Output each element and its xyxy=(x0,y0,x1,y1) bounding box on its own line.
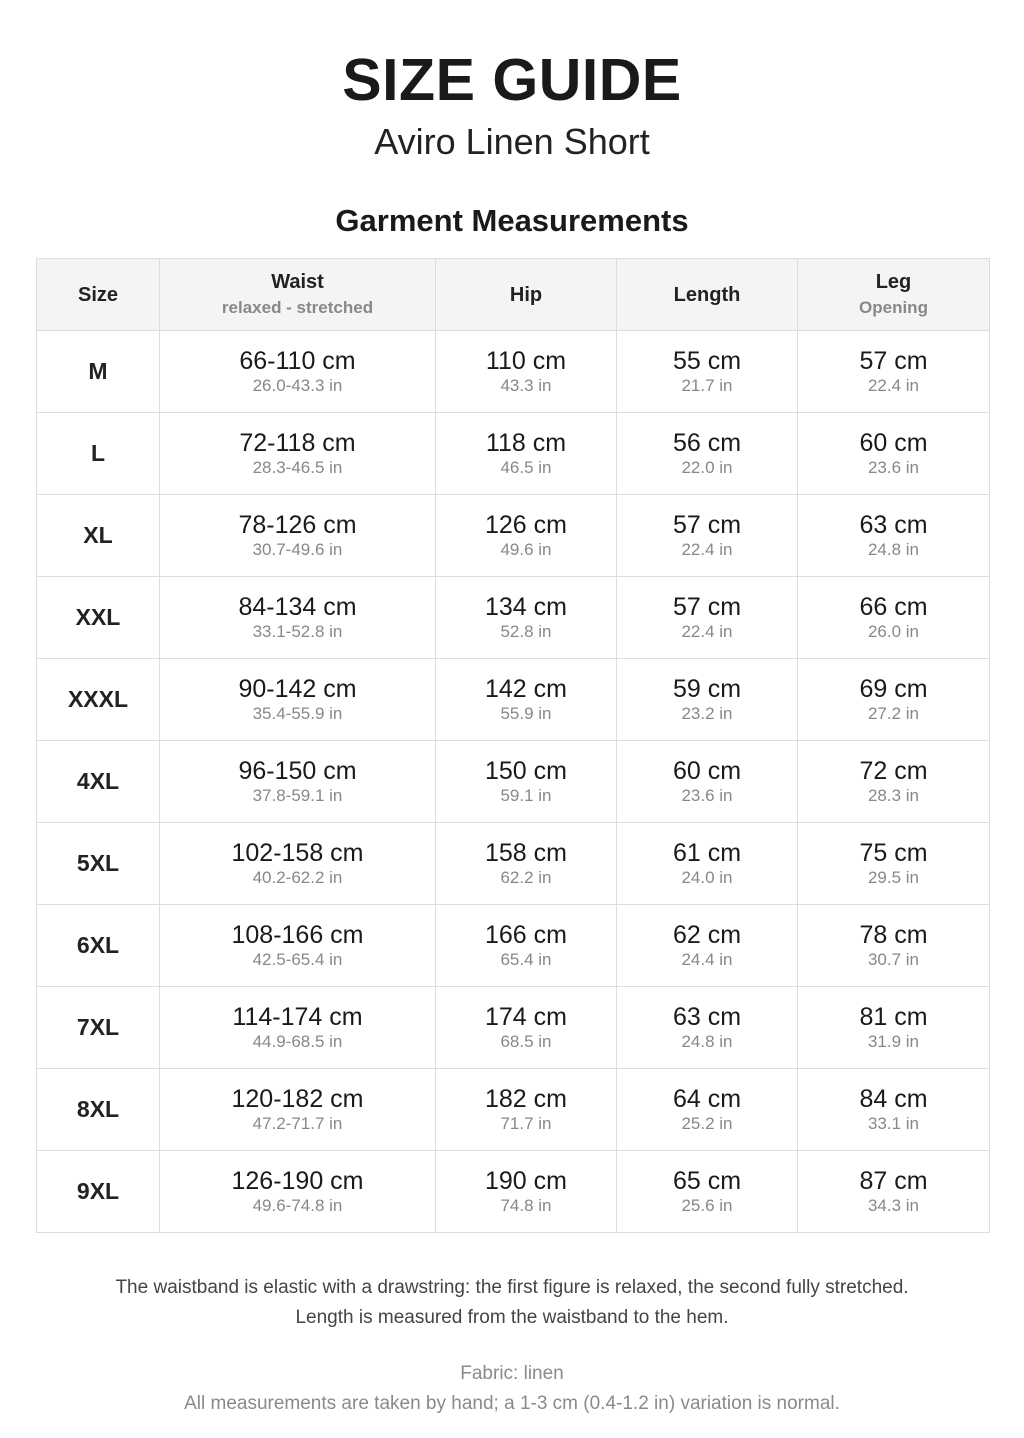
length-inch-value: 24.4 in xyxy=(681,949,733,969)
size-cell: XXL xyxy=(37,577,160,659)
length-cm-value: 63 cm xyxy=(672,1002,742,1031)
hip-cm-value: 142 cm xyxy=(485,674,567,703)
length-cm-value: 59 cm xyxy=(672,674,742,703)
leg-cell xyxy=(798,987,990,1069)
size-cell: 6XL xyxy=(37,905,160,987)
waist-cell xyxy=(160,577,436,659)
hip-inch-value: 68.5 in xyxy=(500,1031,552,1051)
hip-cm-value: 182 cm xyxy=(485,1084,567,1113)
hip-cm-value: 134 cm xyxy=(485,592,567,621)
size-cell: M xyxy=(37,331,160,413)
table-row xyxy=(37,1151,990,1233)
note-length: Length is measured from the waistband to the hem. xyxy=(295,1307,729,1328)
hip-cell xyxy=(436,413,617,495)
leg-inch-value: 29.5 in xyxy=(867,867,920,887)
size-cell: 5XL xyxy=(37,823,160,905)
leg-cm-value: 81 cm xyxy=(859,1002,928,1031)
waist-cm-value: 114-174 cm xyxy=(232,1002,363,1031)
footnotes xyxy=(0,1359,1024,1419)
waist-cell xyxy=(160,905,436,987)
length-cm-value: 57 cm xyxy=(672,510,742,539)
hip-cell xyxy=(436,331,617,413)
waist-cm-value: 126-190 cm xyxy=(231,1166,364,1195)
waist-cm-value: 84-134 cm xyxy=(238,592,357,621)
leg-inch-value: 27.2 in xyxy=(867,703,920,723)
table-row xyxy=(37,577,990,659)
length-cm-value: 62 cm xyxy=(672,920,742,949)
table-row xyxy=(37,413,990,495)
table-row xyxy=(37,659,990,741)
leg-cm-value: 72 cm xyxy=(859,756,928,785)
hip-cell xyxy=(436,495,617,577)
size-table xyxy=(36,258,990,1233)
length-cm-value: 60 cm xyxy=(672,756,742,785)
waist-column-header xyxy=(160,259,436,331)
hip-cell xyxy=(436,741,617,823)
product-name: Aviro Linen Short xyxy=(374,121,650,162)
waist-cm-value: 90-142 cm xyxy=(238,674,357,703)
waist-inch-value: 49.6-74.8 in xyxy=(252,1195,343,1215)
length-cell xyxy=(617,1069,798,1151)
length-cell xyxy=(617,823,798,905)
leg-cell xyxy=(798,413,990,495)
leg-inch-value: 22.4 in xyxy=(867,375,920,395)
leg-cell xyxy=(798,331,990,413)
waist-cell xyxy=(160,495,436,577)
table-row xyxy=(37,331,990,413)
hip-inch-value: 65.4 in xyxy=(500,949,552,969)
waist-inch-value: 35.4-55.9 in xyxy=(252,703,343,723)
leg-cell xyxy=(798,823,990,905)
length-inch-value: 22.4 in xyxy=(681,539,733,559)
leg-inch-value: 31.9 in xyxy=(867,1031,920,1051)
waist-cell xyxy=(160,659,436,741)
length-cell xyxy=(617,413,798,495)
leg-cm-value: 69 cm xyxy=(859,674,928,703)
length-cm-value: 56 cm xyxy=(672,428,742,457)
length-column-header xyxy=(617,259,798,331)
leg-inch-value: 23.6 in xyxy=(867,457,920,477)
size-cell: XL xyxy=(37,495,160,577)
table-body xyxy=(37,331,990,1233)
length-inch-value: 23.6 in xyxy=(681,785,733,805)
hip-inch-value: 43.3 in xyxy=(500,375,552,395)
length-header-label: Length xyxy=(673,283,741,306)
leg-cell xyxy=(798,1069,990,1151)
page-title: SIZE GUIDE xyxy=(342,47,682,113)
leg-column-header xyxy=(798,259,990,331)
leg-cell xyxy=(798,577,990,659)
length-cell xyxy=(617,577,798,659)
hip-cm-value: 158 cm xyxy=(485,838,567,867)
hip-cell xyxy=(436,905,617,987)
measurement-notes xyxy=(0,1273,1024,1333)
leg-cell xyxy=(798,495,990,577)
hip-cm-value: 118 cm xyxy=(485,428,567,457)
note-waistband: The waistband is elastic with a drawstring: the first figure is relaxed, the second fully stretched. xyxy=(115,1277,909,1298)
hip-cell xyxy=(436,659,617,741)
hip-inch-value: 71.7 in xyxy=(500,1113,552,1133)
hip-inch-value: 62.2 in xyxy=(500,867,552,887)
waist-inch-value: 33.1-52.8 in xyxy=(252,621,343,641)
fabric-note: Fabric: linen xyxy=(460,1363,564,1384)
leg-header-label: Leg xyxy=(875,271,912,293)
hip-cell xyxy=(436,1069,617,1151)
table-row xyxy=(37,1069,990,1151)
size-column-header xyxy=(37,259,160,331)
length-inch-value: 24.0 in xyxy=(681,867,733,887)
waist-header-label: Waist xyxy=(271,271,324,293)
length-inch-value: 21.7 in xyxy=(681,375,733,395)
waist-cell xyxy=(160,1151,436,1233)
table-header-row xyxy=(37,259,990,331)
leg-cm-value: 84 cm xyxy=(859,1084,928,1113)
leg-inch-value: 33.1 in xyxy=(867,1113,920,1133)
waist-cell xyxy=(160,413,436,495)
length-cell xyxy=(617,741,798,823)
length-cell xyxy=(617,987,798,1069)
length-cell xyxy=(617,331,798,413)
waist-cm-value: 120-182 cm xyxy=(231,1084,364,1113)
hip-inch-value: 46.5 in xyxy=(500,457,552,477)
leg-cm-value: 63 cm xyxy=(859,510,928,539)
size-header-label: Size xyxy=(77,283,119,306)
table-row xyxy=(37,987,990,1069)
hip-cm-value: 126 cm xyxy=(485,510,567,539)
waist-cm-value: 78-126 cm xyxy=(238,510,357,539)
waist-cm-value: 96-150 cm xyxy=(238,756,357,785)
leg-cm-value: 66 cm xyxy=(859,592,928,621)
leg-cell xyxy=(798,741,990,823)
waist-cell xyxy=(160,823,436,905)
length-inch-value: 25.2 in xyxy=(681,1113,733,1133)
waist-cell xyxy=(160,1069,436,1151)
waist-inch-value: 40.2-62.2 in xyxy=(252,867,343,887)
size-cell: 8XL xyxy=(37,1069,160,1151)
waist-header-sublabel: relaxed - stretched xyxy=(221,298,374,317)
waist-cell xyxy=(160,331,436,413)
size-cell: 9XL xyxy=(37,1151,160,1233)
length-cell xyxy=(617,1151,798,1233)
leg-inch-value: 26.0 in xyxy=(867,621,920,641)
waist-cm-value: 72-118 cm xyxy=(239,428,356,457)
leg-cm-value: 60 cm xyxy=(859,428,928,457)
hip-inch-value: 52.8 in xyxy=(500,621,552,641)
hip-cm-value: 174 cm xyxy=(485,1002,567,1031)
waist-inch-value: 26.0-43.3 in xyxy=(252,375,343,395)
variation-note: All measurements are taken by hand; a 1-3 cm (0.4-1.2 in) variation is normal. xyxy=(184,1393,840,1414)
length-inch-value: 23.2 in xyxy=(681,703,733,723)
leg-cm-value: 87 cm xyxy=(859,1166,928,1195)
length-cell xyxy=(617,495,798,577)
hip-cm-value: 166 cm xyxy=(485,920,567,949)
waist-inch-value: 42.5-65.4 in xyxy=(252,949,343,969)
length-inch-value: 22.0 in xyxy=(681,457,733,477)
hip-column-header xyxy=(436,259,617,331)
leg-inch-value: 30.7 in xyxy=(867,949,920,969)
hip-inch-value: 49.6 in xyxy=(500,539,552,559)
hip-cell xyxy=(436,823,617,905)
waist-cm-value: 108-166 cm xyxy=(231,920,364,949)
length-cm-value: 65 cm xyxy=(672,1166,742,1195)
leg-cell xyxy=(798,659,990,741)
size-cell: 7XL xyxy=(37,987,160,1069)
length-inch-value: 25.6 in xyxy=(681,1195,733,1215)
hip-inch-value: 55.9 in xyxy=(500,703,552,723)
leg-inch-value: 28.3 in xyxy=(867,785,920,805)
hip-cell xyxy=(436,987,617,1069)
length-cell xyxy=(617,659,798,741)
section-title: Garment Measurements xyxy=(335,203,689,238)
hip-cm-value: 110 cm xyxy=(485,346,567,375)
leg-cm-value: 57 cm xyxy=(859,346,928,375)
size-cell: 4XL xyxy=(37,741,160,823)
leg-cm-value: 75 cm xyxy=(859,838,928,867)
length-cm-value: 61 cm xyxy=(672,838,742,867)
table-header xyxy=(37,259,990,331)
leg-inch-value: 24.8 in xyxy=(867,539,920,559)
leg-cell xyxy=(798,1151,990,1233)
waist-inch-value: 37.8-59.1 in xyxy=(252,785,343,805)
waist-cell xyxy=(160,741,436,823)
table-row xyxy=(37,905,990,987)
size-cell: XXXL xyxy=(37,659,160,741)
waist-cm-value: 102-158 cm xyxy=(231,838,364,867)
hip-cell xyxy=(436,577,617,659)
waist-inch-value: 30.7-49.6 in xyxy=(252,539,343,559)
length-inch-value: 24.8 in xyxy=(681,1031,733,1051)
hip-inch-value: 59.1 in xyxy=(500,785,552,805)
length-cm-value: 55 cm xyxy=(672,346,742,375)
hip-cm-value: 190 cm xyxy=(485,1166,567,1195)
waist-inch-value: 28.3-46.5 in xyxy=(252,457,343,477)
length-inch-value: 22.4 in xyxy=(681,621,733,641)
size-cell: L xyxy=(37,413,160,495)
length-cell xyxy=(617,905,798,987)
table-row xyxy=(37,495,990,577)
waist-cell xyxy=(160,987,436,1069)
hip-cm-value: 150 cm xyxy=(485,756,567,785)
waist-inch-value: 44.9-68.5 in xyxy=(252,1031,343,1051)
table-row xyxy=(37,823,990,905)
table-row xyxy=(37,741,990,823)
waist-inch-value: 47.2-71.7 in xyxy=(252,1113,343,1133)
leg-inch-value: 34.3 in xyxy=(867,1195,920,1215)
length-cm-value: 64 cm xyxy=(672,1084,742,1113)
hip-cell xyxy=(436,1151,617,1233)
hip-inch-value: 74.8 in xyxy=(500,1195,552,1215)
waist-cm-value: 66-110 cm xyxy=(239,346,356,375)
length-cm-value: 57 cm xyxy=(672,592,742,621)
leg-cell xyxy=(798,905,990,987)
leg-cm-value: 78 cm xyxy=(859,920,928,949)
hip-header-label: Hip xyxy=(509,283,543,306)
leg-header-sublabel: Opening xyxy=(859,298,928,317)
